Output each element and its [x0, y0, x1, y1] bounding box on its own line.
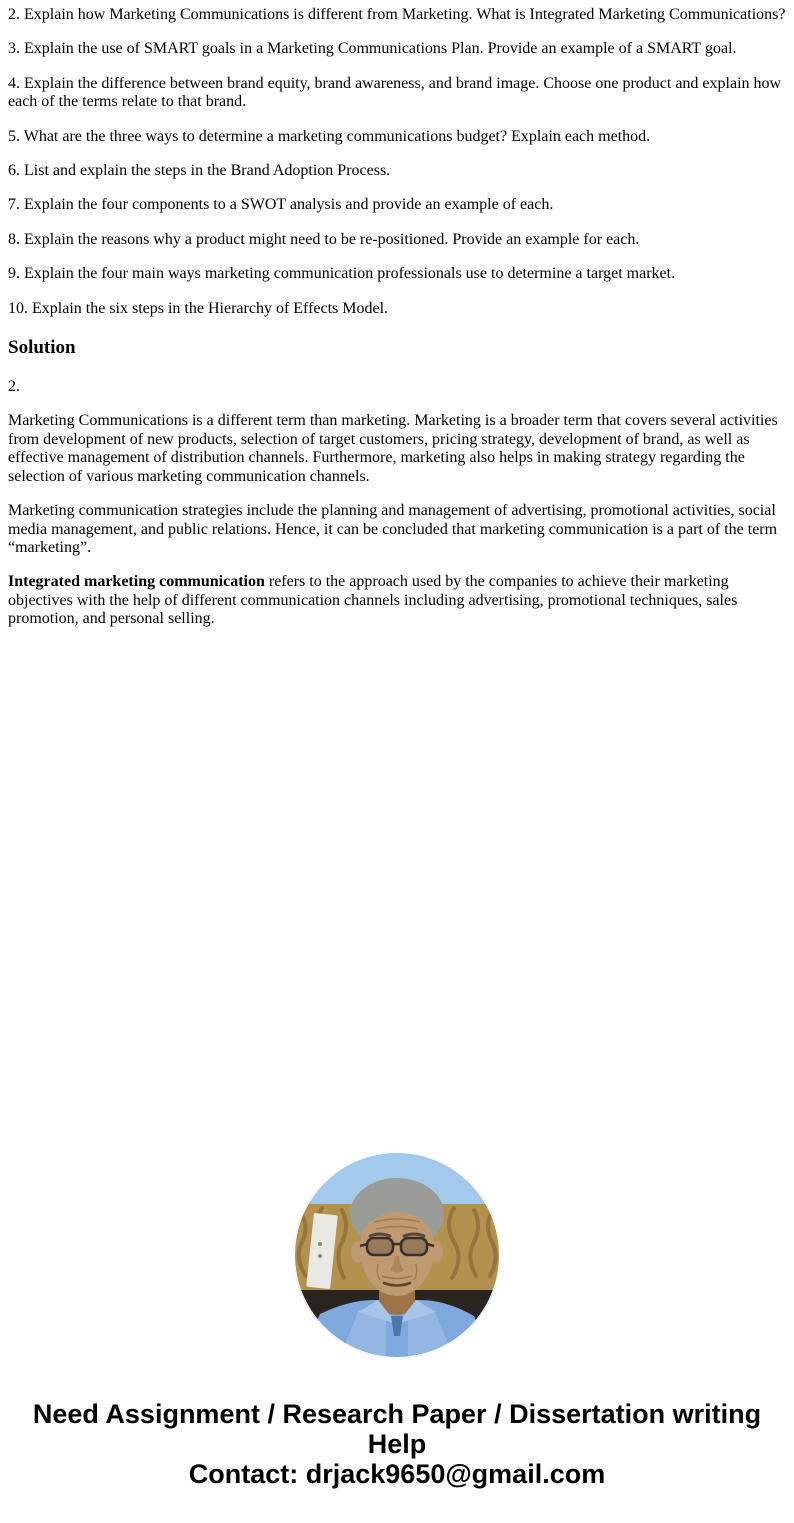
question-item: 3. Explain the use of SMART goals in a Marketing Communications Plan. Provide an example of a SMART goal.	[8, 40, 737, 58]
question-item: 6. List and explain the steps in the Brand Adoption Process.	[8, 162, 391, 180]
answer-paragraph-text: refers to the approach used by the companies to achieve their marketing objectives with the help of different communication channels including advertising, promotional techniques, sales promotion, and personal selling.	[8, 573, 738, 628]
answer-paragraph: Marketing communication strategies include the planning and management of advertising, promotional activities, social media management, and public relations. Hence, it can be concluded that marketing communication is a part of the term “marketing”.	[8, 502, 778, 556]
person-avatar	[294, 1152, 500, 1358]
footer-contact-email: Contact: drjack9650@gmail.com	[188, 1458, 606, 1489]
question-item: 8. Explain the reasons why a product might need to be re-positioned. Provide an example for each.	[8, 230, 640, 248]
answer-paragraph: Marketing Communications is a different term than marketing. Marketing is a broader term that covers several activities from development of new products, selection of target customers, pricing strategy, development of brand, as well as effective management of distribution channels. Furthermore, marketing also helps in making strategy regarding the selection of various marketing communication channels.	[8, 412, 778, 485]
solution-heading: Solution	[8, 337, 76, 359]
person-avatar-image	[294, 1152, 500, 1358]
answer-paragraph-bold-lead: Integrated marketing communication	[8, 573, 265, 591]
question-item: 9. Explain the four main ways marketing communication professionals use to determine a target market.	[8, 265, 676, 283]
question-item: 4. Explain the difference between brand equity, brand awareness, and brand image. Choose one product and explain how each of the terms relate to that brand.	[8, 74, 782, 111]
footer-banner	[17, 1399, 777, 1517]
footer-help-text: Need Assignment / Research Paper / Dissertation writing Help	[32, 1398, 762, 1459]
answer-number: 2.	[8, 378, 20, 396]
answer-paragraph	[8, 573, 786, 628]
question-item: 10. Explain the six steps in the Hierarchy of Effects Model.	[8, 299, 389, 317]
question-item: 2. Explain how Marketing Communications is different from Marketing. What is Integrated Marketing Communications?	[8, 6, 786, 23]
question-item: 7. Explain the four components to a SWOT analysis and provide an example of each.	[8, 196, 554, 214]
question-item: 5. What are the three ways to determine a marketing communications budget? Explain each method.	[8, 127, 651, 145]
